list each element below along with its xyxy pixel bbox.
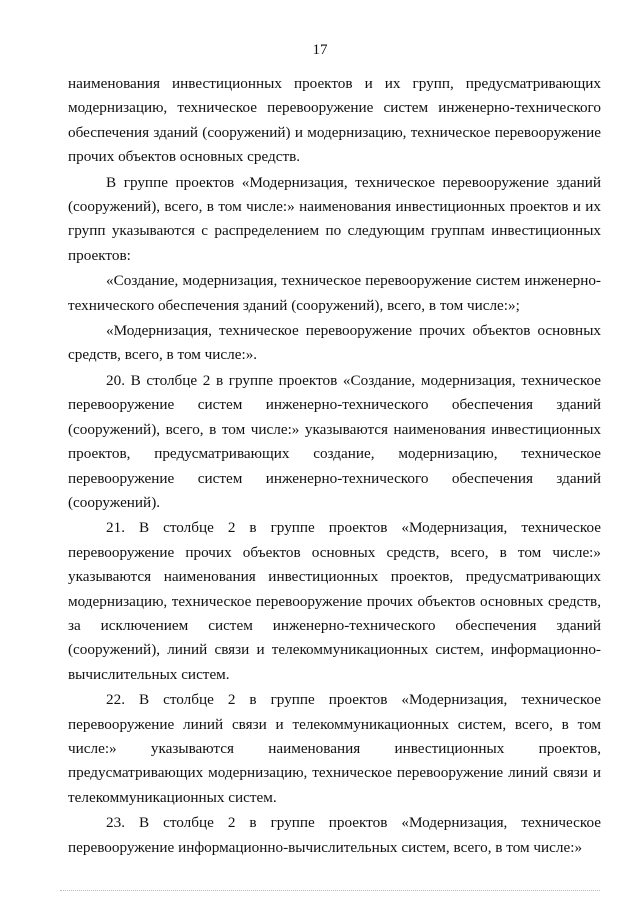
paragraph-group-other-assets: «Модернизация, техническое перевооружение прочих объектов основных средств, всего, в том числе:». <box>68 322 601 364</box>
page-number: 17 <box>312 42 328 58</box>
scan-edge-artifact <box>60 890 600 893</box>
paragraph-item-22: 22. В столбце 2 в группе проектов «Модернизация, техническое перевооружение линий связи и телекоммуникационных систем, всего, в том числе:» указываются наименования инвестиционных проектов, предусматривающих модернизацию, техническое перевооружение линий связи и телекоммуникационных систем. <box>68 691 601 806</box>
paragraph-item-20: 20. В столбце 2 в группе проектов «Создание, модернизация, техническое перевооружение систем инженерно-технического обеспечения зданий (сооружений), всего, в том числе:» указываются наименования инвестиционных проектов, предусматривающих создание, модернизацию, техническое перевооружение систем инженерно-технического обеспечения зданий (сооружений). <box>68 371 601 511</box>
paragraph-group-engineering-systems: «Создание, модернизация, техническое перевооружение систем инженерно-технического обеспечения зданий (сооружений), всего, в том числе:»; <box>68 272 601 314</box>
document-body <box>68 72 601 860</box>
paragraph-continuation: наименования инвестиционных проектов и их групп, предусматривающих модернизацию, техническое перевооружение систем инженерно-технического обеспечения зданий (сооружений) и модернизацию, техническое перевооружение прочих объектов основных средств. <box>68 75 601 166</box>
paragraph-item-23: 23. В столбце 2 в группе проектов «Модернизация, техническое перевооружение информационно-вычислительных систем, всего, в том числе:» <box>68 814 601 856</box>
paragraph-item-21: 21. В столбце 2 в группе проектов «Модернизация, техническое перевооружение прочих объектов основных средств, всего, в том числе:» указываются наименования инвестиционных проектов, предусматривающих модернизацию, техническое перевооружение прочих объектов основных средств, за исключением систем инженерно-технического обеспечения зданий (сооружений), линий связи и телекоммуникационных систем, информационно-вычислительных систем. <box>68 519 601 683</box>
paragraph-project-groups: В группе проектов «Модернизация, техническое перевооружение зданий (сооружений), всего, в том числе:» наименования инвестиционных проектов и их групп указываются с распределением по следующим группам инвестиционных проектов: <box>68 173 601 264</box>
